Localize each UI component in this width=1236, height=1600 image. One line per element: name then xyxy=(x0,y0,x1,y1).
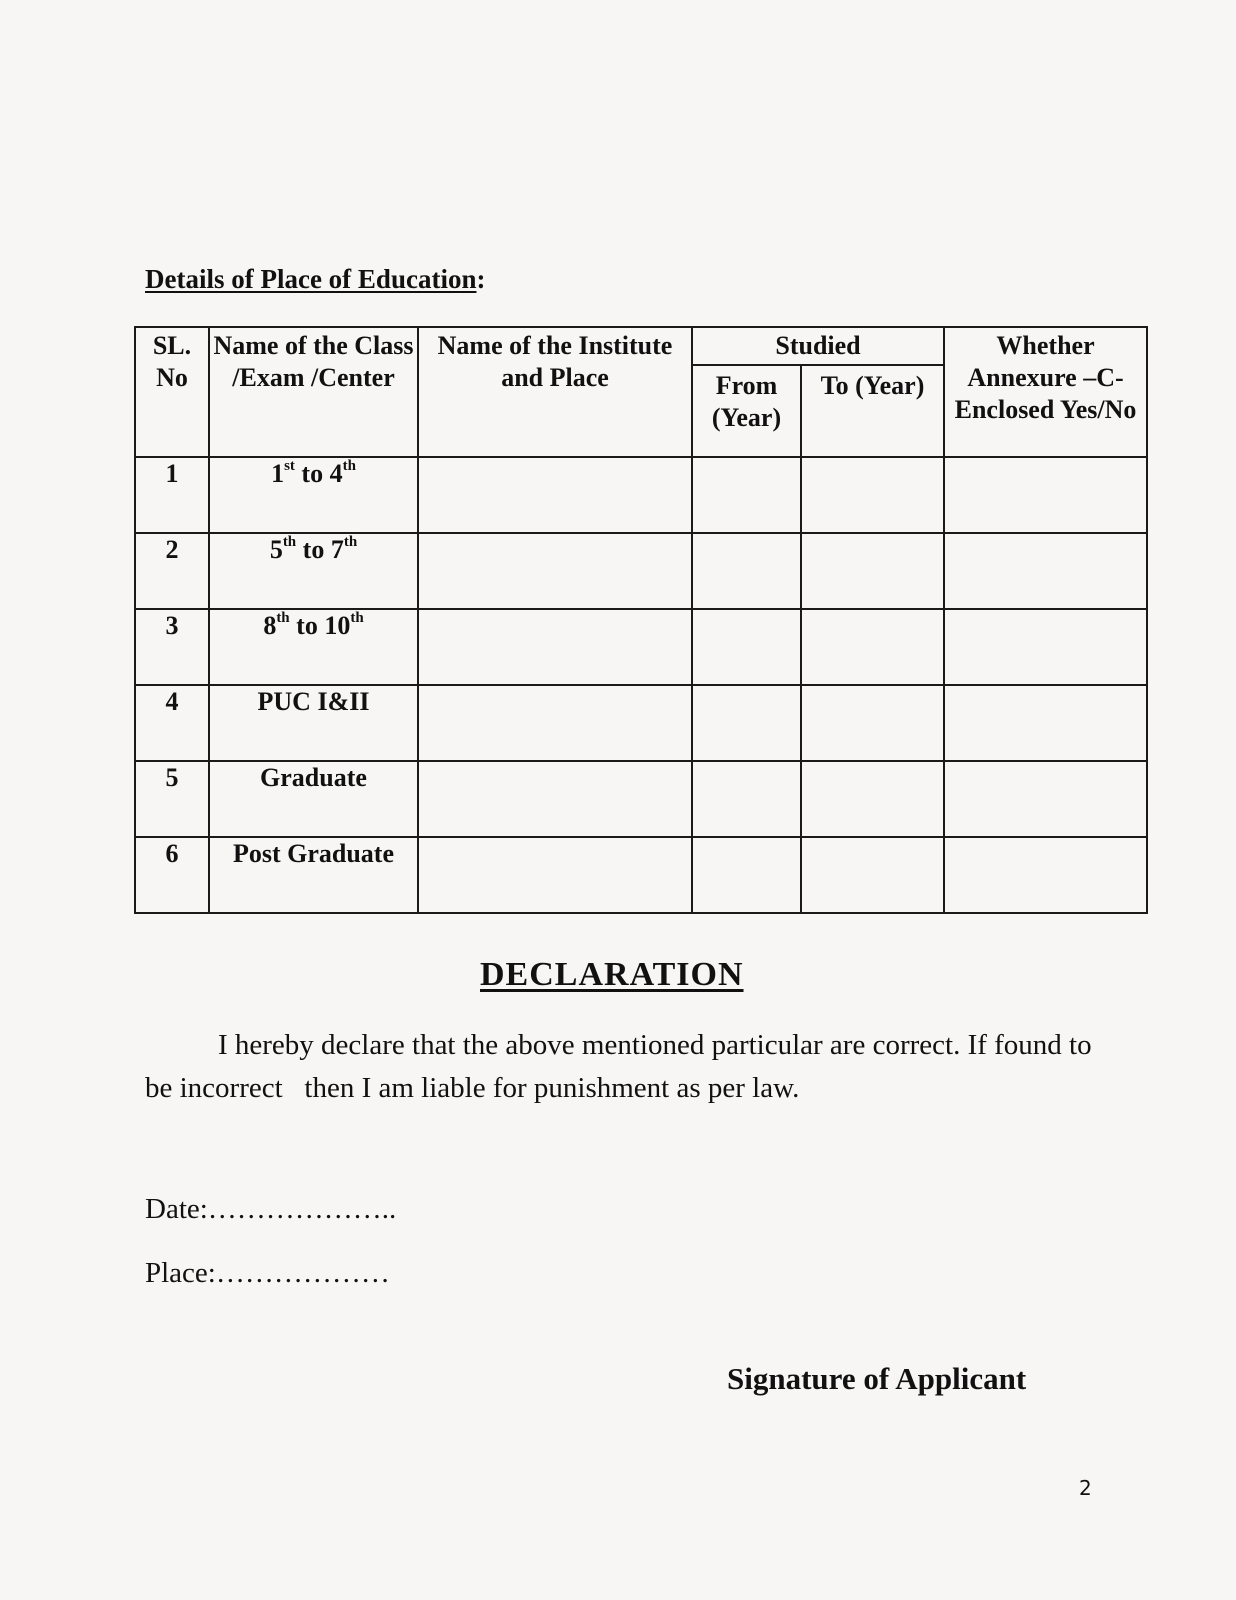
row-from-cell[interactable] xyxy=(692,457,801,533)
header-institute: Name of the Institute and Place xyxy=(418,327,692,457)
header-class-exam: Name of the Class /Exam /Center xyxy=(209,327,418,457)
row-class: Graduate xyxy=(209,761,418,837)
section-title-text: Details of Place of Education xyxy=(145,264,477,294)
row-institute-cell[interactable] xyxy=(418,457,692,533)
table-row xyxy=(135,533,1147,609)
row-annexure-cell[interactable] xyxy=(944,837,1147,913)
row-annexure-cell[interactable] xyxy=(944,685,1147,761)
table-row xyxy=(135,609,1147,685)
header-sl-no: SL. No xyxy=(135,327,209,457)
table-row xyxy=(135,457,1147,533)
row-sl: 1 xyxy=(135,457,209,533)
education-table xyxy=(134,326,1148,914)
row-sl: 2 xyxy=(135,533,209,609)
row-annexure-cell[interactable] xyxy=(944,609,1147,685)
place-field[interactable]: Place:……………… xyxy=(145,1257,390,1289)
row-annexure-cell[interactable] xyxy=(944,533,1147,609)
row-sl: 4 xyxy=(135,685,209,761)
declaration-text xyxy=(145,1024,1105,1110)
row-sl: 3 xyxy=(135,609,209,685)
row-institute-cell[interactable] xyxy=(418,685,692,761)
row-institute-cell[interactable] xyxy=(418,761,692,837)
page-number: 2 xyxy=(1079,1476,1092,1500)
row-to-cell[interactable] xyxy=(801,609,944,685)
row-to-cell[interactable] xyxy=(801,685,944,761)
row-to-cell[interactable] xyxy=(801,761,944,837)
row-class: 1st to 4th xyxy=(209,457,418,533)
section-title-colon: : xyxy=(476,264,486,294)
row-to-cell[interactable] xyxy=(801,457,944,533)
header-from-year: From (Year) xyxy=(692,365,801,457)
date-field[interactable]: Date:……………….. xyxy=(145,1193,397,1225)
row-to-cell[interactable] xyxy=(801,533,944,609)
declaration-title: DECLARATION xyxy=(480,956,744,993)
row-from-cell[interactable] xyxy=(692,837,801,913)
row-from-cell[interactable] xyxy=(692,685,801,761)
row-sl: 5 xyxy=(135,761,209,837)
header-annexure: Whether Annexure –C- Enclosed Yes/No xyxy=(944,327,1147,457)
signature-label: Signature of Applicant xyxy=(727,1361,1027,1396)
row-institute-cell[interactable] xyxy=(418,609,692,685)
row-annexure-cell[interactable] xyxy=(944,457,1147,533)
row-class: PUC I&II xyxy=(209,685,418,761)
row-institute-cell[interactable] xyxy=(418,837,692,913)
section-title xyxy=(145,264,485,295)
row-class: 5th to 7th xyxy=(209,533,418,609)
row-institute-cell[interactable] xyxy=(418,533,692,609)
row-from-cell[interactable] xyxy=(692,609,801,685)
table-row xyxy=(135,837,1147,913)
table-header-row xyxy=(135,327,1147,365)
row-from-cell[interactable] xyxy=(692,761,801,837)
row-annexure-cell[interactable] xyxy=(944,761,1147,837)
table-row xyxy=(135,685,1147,761)
row-sl: 6 xyxy=(135,837,209,913)
row-class: 8th to 10th xyxy=(209,609,418,685)
table-row xyxy=(135,761,1147,837)
declaration-body: I hereby declare that the above mentioned particular are correct. If found to be incorrect then I am liable for punishment as per law. xyxy=(145,1029,1099,1104)
row-to-cell[interactable] xyxy=(801,837,944,913)
header-studied: Studied xyxy=(692,327,944,365)
row-from-cell[interactable] xyxy=(692,533,801,609)
row-class: Post Graduate xyxy=(209,837,418,913)
header-to-year: To (Year) xyxy=(801,365,944,457)
